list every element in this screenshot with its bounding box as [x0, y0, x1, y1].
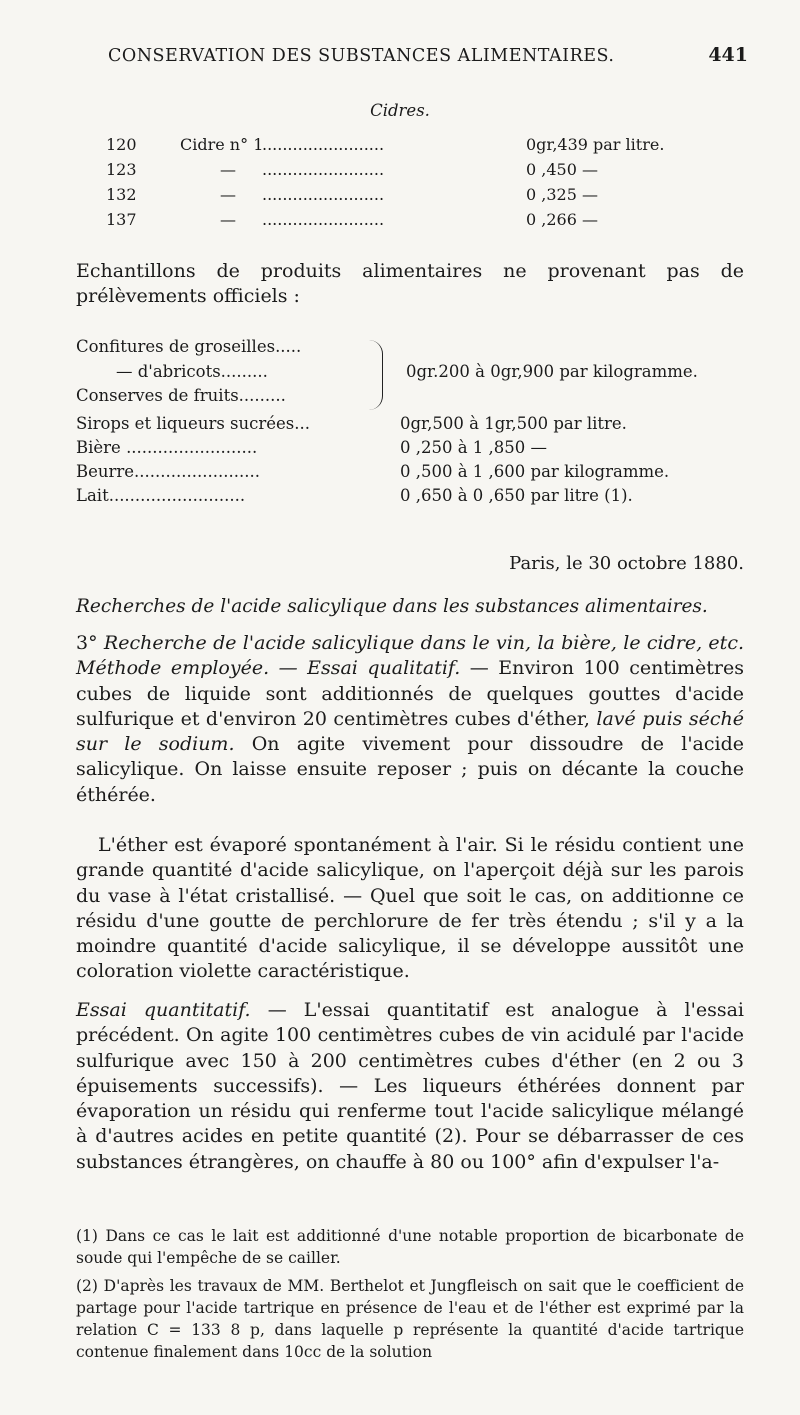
product-name: Lait..........................	[76, 486, 246, 505]
sample-label: —	[220, 185, 236, 204]
product-value: 0 ,250 à 1 ,850 —	[400, 438, 548, 457]
product-name: Conserves de fruits.........	[76, 386, 286, 405]
dot-leader: ........................	[262, 135, 385, 154]
footnote-2: (2) D'après les travaux de MM. Berthelot et Jungfleisch on sait que le coefficient de partage pour l'acide tartrique en présence de l'eau et de l'éther est exprimé par la relation C = 133 8 p, dans laquelle p représente la quantité d'acide tartrique contenue finalement dans 10cc de la solution	[76, 1277, 744, 1361]
dot-leader: ........................	[262, 185, 385, 204]
italic-run: lavé puis séché sur le sodium.	[76, 707, 744, 756]
product-name: — d'abricots.........	[116, 362, 268, 381]
text-run: 3°	[76, 632, 104, 654]
grouping-brace	[368, 340, 383, 410]
product-name: Bière .........................	[76, 438, 258, 457]
running-title: CONSERVATION DES SUBSTANCES ALIMENTAIRES.	[108, 46, 615, 66]
page-header	[108, 44, 748, 66]
sample-value: 0 ,325 —	[526, 185, 598, 204]
section-heading: Recherches de l'acide salicylique dans les substances alimentaires.	[76, 596, 708, 617]
sample-value: 0gr,439 par litre.	[526, 135, 665, 154]
dot-leader: ........................	[262, 160, 385, 179]
body-paragraph-2: L'éther est évaporé spontanément à l'air. Si le résidu contient une grande quantité d'acide salicylique, on l'aperçoit déjà sur les parois du vase à l'état cristallisé. — Quel que soit le cas, on additionne ce résidu d'une goutte de perchlorure de fer très étendu ; s'il y a la moindre quantité d'acide salicylique, il se développe aussitôt une coloration violette caractéristique.	[76, 834, 744, 983]
sample-number: 123	[106, 160, 137, 179]
page-number: 441	[708, 44, 748, 66]
sample-label: Cidre n° 1	[180, 135, 264, 154]
product-name: Confitures de groseilles.....	[76, 337, 302, 356]
product-value: 0 ,500 à 1 ,600 par kilogramme.	[400, 462, 670, 481]
italic-run: Recherche de l'acide salicylique dans le vin, la bière, le cidre, etc. Méthode employée. — Essai qualitatif.	[76, 632, 744, 680]
dot-leader: ........................	[262, 210, 385, 229]
text-run: On agite vivement pour dissoudre de l'acide salicylique. On laisse ensuite reposer ; puis on décante la couche éthérée.	[76, 733, 744, 806]
product-value: 0gr,500 à 1gr,500 par litre.	[400, 414, 627, 433]
product-value: 0 ,650 à 0 ,650 par litre (1).	[400, 486, 633, 505]
body-paragraph-1	[76, 631, 744, 808]
italic-run: Essai quantitatif.	[76, 999, 251, 1021]
sample-number: 137	[106, 210, 137, 229]
sample-number: 132	[106, 185, 137, 204]
text-run: — Environ 100 centimètres cubes de liquide sont additionnés de quelques gouttes d'acide sulfurique et d'environ 20 centimètres cubes d'éther,	[76, 657, 744, 730]
product-name: Sirops et liqueurs sucrées...	[76, 414, 311, 433]
footnote-1: (1) Dans ce cas le lait est additionné d'une notable proportion de bicarbonate de soude qui l'empêche de se cailler.	[76, 1227, 744, 1267]
date-line: Paris, le 30 octobre 1880.	[509, 553, 744, 574]
cidres-title: Cidres.	[370, 101, 430, 120]
sample-number: 120	[106, 135, 137, 154]
body-paragraph-3	[76, 998, 744, 1175]
sample-label: —	[220, 160, 236, 179]
sample-value: 0 ,450 —	[526, 160, 598, 179]
text-run: — L'essai quantitatif est analogue à l'essai précédent. On agite 100 centimètres cubes de vin acidulé par l'acide sulfurique avec 150 à 200 centimètres cubes d'éther (en 2 ou 3 épuisements successifs). — Les liqueurs éthérées donnent par évaporation un résidu qui renferme tout l'acide salicylique mélangé à d'autres acides en petite quantité (2). Pour se débarrasser de ces substances étrangères, on chauffe à 80 ou 100° afin d'expulser l'a-	[76, 999, 745, 1173]
sample-value: 0 ,266 —	[526, 210, 598, 229]
product-name: Beurre........................	[76, 462, 260, 481]
intro-paragraph: Echantillons de produits alimentaires ne provenant pas de prélèvements officiels :	[76, 260, 744, 308]
product-value: 0gr.200 à 0gr,900 par kilogramme.	[406, 362, 698, 381]
sample-label: —	[220, 210, 236, 229]
